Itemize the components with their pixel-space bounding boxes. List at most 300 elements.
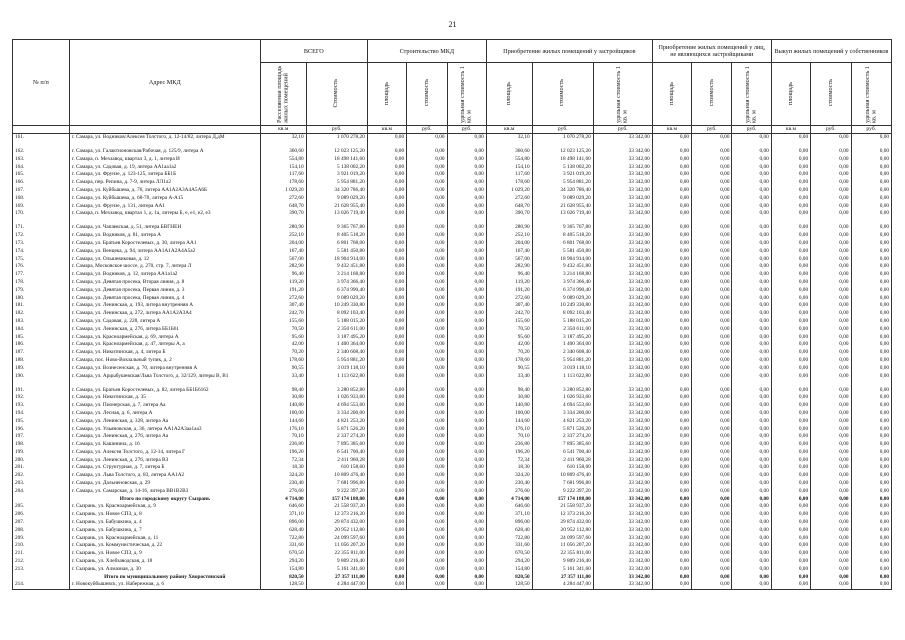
cell-value: 4 714,00	[486, 496, 532, 504]
cell-value: 0,00	[771, 496, 810, 504]
cell-value: 3 280 852,80	[532, 387, 593, 395]
row-address: г. Самара, ул. Галактионовская/Рабочая, д. 125/9, литера А	[69, 148, 260, 156]
row-address: г. Самара, ул. Льва Толстого, д. 83, литера АА1А2	[69, 472, 260, 480]
row-address: г. Самара, ул. Девятая просека, Вторая линия, д. 8	[69, 279, 260, 287]
row-index: 171.	[13, 224, 70, 232]
cell-value: 0,00	[732, 550, 771, 558]
cell-value: 0,00	[407, 426, 447, 434]
row-index: 177.	[13, 271, 70, 279]
cell-value: 0,00	[851, 232, 892, 240]
cell-value: 0,00	[407, 334, 447, 342]
cell-value: 820,50	[486, 574, 532, 582]
cell-value: 0,00	[811, 326, 851, 334]
cell-value: 0,00	[447, 394, 486, 402]
cell-value: 27 357 111,00	[532, 574, 593, 582]
row-index: 192.	[13, 394, 70, 402]
cell-value: 0,00	[692, 318, 732, 326]
cell-value: 0,00	[851, 488, 892, 496]
cell-value: 33 342,00	[593, 365, 652, 373]
cell-value: 0,00	[367, 310, 406, 318]
cell-value: 0,00	[367, 279, 406, 287]
row-address: г. Самара, ул. Кашинина, д. 16	[69, 441, 260, 449]
cell-value: 0,00	[447, 433, 486, 441]
cell-value: 0,00	[771, 357, 810, 365]
row-address: г. Самара, ул. Арцыбушевская/Льва Толстого, д. 32/129, литеры В, В1	[69, 373, 260, 387]
row-address: г. Сызрань, ул. Красноармейская, д. 9	[69, 503, 260, 511]
cell-value: 0,00	[811, 164, 851, 172]
cell-value: 0,00	[771, 179, 810, 187]
row-address: г. Самара, Московское шоссе, д. 270, стр. 7, литера Л	[69, 263, 260, 271]
cell-value: 0,00	[811, 402, 851, 410]
cell-value: 610 158,60	[306, 464, 367, 472]
table-row	[13, 542, 892, 550]
cell-value: 0,00	[407, 341, 447, 349]
cell-value: 6 801 768,00	[306, 240, 367, 248]
row-index: 176.	[13, 263, 70, 271]
cell-value: 33 342,00	[593, 418, 652, 426]
cell-value: 157 174 188,00	[306, 496, 367, 504]
group-construction-header: Строительство МКД	[367, 40, 486, 63]
cell-value: 0,00	[771, 387, 810, 395]
cell-value: 0,00	[851, 581, 892, 589]
cell-value: 0,00	[771, 464, 810, 472]
cell-value: 72,34	[486, 457, 532, 465]
cell-value: 0,00	[692, 334, 732, 342]
cell-value: 0,00	[732, 349, 771, 357]
cell-value: 0,00	[407, 318, 447, 326]
table-row	[13, 195, 892, 203]
cell-value: 0,00	[407, 464, 447, 472]
cell-value: 0,00	[447, 527, 486, 535]
cell-value: 0,00	[851, 334, 892, 342]
cell-value: 0,00	[447, 271, 486, 279]
cell-value: 0,00	[692, 418, 732, 426]
cell-value: 0,00	[732, 426, 771, 434]
cell-value: 0,00	[652, 519, 691, 527]
cell-value: 0,00	[732, 310, 771, 318]
cell-value: 0,00	[407, 248, 447, 256]
subtotal-row	[13, 496, 892, 504]
cell-value: 33 342,00	[593, 503, 652, 511]
cell-value: 5 871 526,20	[306, 426, 367, 434]
cell-value: 0,00	[732, 357, 771, 365]
row-index: 191.	[13, 387, 70, 395]
row-address: г. Самара, ул. Фрунзе, д. 123-125, литера ББ1Б	[69, 171, 260, 179]
cell-value: 0,00	[692, 164, 732, 172]
cell-value: 0,00	[447, 464, 486, 472]
cell-value: 0,00	[407, 457, 447, 465]
cell-value: 0,00	[407, 263, 447, 271]
row-address: г. Сызрань, ул. Хлебзаводская, д. 18	[69, 558, 260, 566]
cell-value: 0,00	[771, 224, 810, 232]
cell-value: 0,00	[367, 418, 406, 426]
cell-value: 331,60	[486, 542, 532, 550]
cell-value: 42,00	[260, 341, 306, 349]
table-row	[13, 394, 892, 402]
cell-value: 0,00	[811, 232, 851, 240]
cell-value: 0,00	[851, 240, 892, 248]
cell-value: 3 019 118,10	[532, 365, 593, 373]
cell-value: 0,00	[447, 295, 486, 303]
cell-value: 0,00	[771, 394, 810, 402]
cell-value: 9 089 029,20	[532, 295, 593, 303]
col-index-header: № п/п	[13, 40, 70, 126]
cell-value: 0,00	[732, 318, 771, 326]
cell-value: 0,00	[367, 156, 406, 164]
cell-value: 0,00	[652, 156, 691, 164]
row-address: г. Самара, ул. Чапаевская, д. 51, литера БВГНЕН	[69, 224, 260, 232]
cell-value: 0,00	[732, 148, 771, 156]
cell-value: 0,00	[811, 441, 851, 449]
cell-value: 0,00	[771, 271, 810, 279]
cell-value: 0,00	[811, 287, 851, 295]
row-index: 184.	[13, 326, 70, 334]
cell-value: 0,00	[652, 134, 691, 149]
table-body	[13, 134, 892, 590]
cell-value: 0,00	[811, 472, 851, 480]
cell-value: 0,00	[771, 334, 810, 342]
cell-value: 33 342,00	[593, 394, 652, 402]
cell-value: 0,00	[771, 318, 810, 326]
cell-value: 0,00	[652, 488, 691, 496]
cell-value: 0,00	[692, 357, 732, 365]
cell-value: 33 342,00	[593, 287, 652, 295]
cell-value: 0,00	[407, 287, 447, 295]
cell-value: 34 320 786,40	[306, 187, 367, 195]
cell-value: 4 714,00	[260, 496, 306, 504]
row-address: г. Самара, ул. Ленинская, д. 328, литера Аа	[69, 418, 260, 426]
cell-value: 0,00	[811, 334, 851, 342]
cell-value: 119,20	[260, 279, 306, 287]
cell-value: 13 026 719,40	[532, 210, 593, 224]
cell-value: 29 874 432,00	[532, 519, 593, 527]
cell-value: 0,00	[851, 187, 892, 195]
cell-value: 0,00	[851, 134, 892, 149]
cell-value: 0,00	[652, 496, 691, 504]
cell-value: 0,00	[851, 248, 892, 256]
cell-value: 0,00	[851, 203, 892, 211]
cell-value: 6 541 700,40	[306, 449, 367, 457]
cell-value: 0,00	[732, 433, 771, 441]
cell-value: 5 954 881,20	[306, 179, 367, 187]
cell-value: 0,00	[732, 418, 771, 426]
cell-value: 100,00	[486, 410, 532, 418]
cell-value: 0,00	[367, 287, 406, 295]
cell-value: 0,00	[447, 418, 486, 426]
row-index: 198.	[13, 441, 70, 449]
cell-value: 0,00	[367, 457, 406, 465]
cell-value: 0,00	[771, 511, 810, 519]
table-row	[13, 550, 892, 558]
cell-value: 0,00	[771, 402, 810, 410]
table-row	[13, 488, 892, 496]
cell-value: 0,00	[652, 171, 691, 179]
cell-value: 0,00	[447, 426, 486, 434]
cell-value: 0,00	[771, 550, 810, 558]
cell-value: 0,00	[851, 519, 892, 527]
cell-value: 0,00	[652, 164, 691, 172]
cell-value: 0,00	[732, 248, 771, 256]
row-index: 165.	[13, 171, 70, 179]
cell-value: 0,00	[447, 566, 486, 574]
table-row	[13, 402, 892, 410]
cell-value: 0,00	[811, 426, 851, 434]
cell-value: 154,10	[486, 164, 532, 172]
cell-value: 178,60	[260, 179, 306, 187]
cell-value: 33 342,00	[593, 433, 652, 441]
row-index: 205.	[13, 503, 70, 511]
cell-value: 0,00	[367, 480, 406, 488]
cell-value: 0,00	[771, 302, 810, 310]
cell-value: 33 342,00	[593, 373, 652, 387]
cell-value: 0,00	[811, 457, 851, 465]
sub-header: стоимость	[692, 63, 732, 126]
cell-value: 0,00	[447, 496, 486, 504]
cell-value: 0,00	[851, 341, 892, 349]
cell-value: 70,10	[260, 433, 306, 441]
cell-value: 0,00	[771, 558, 810, 566]
cell-value: 0,00	[447, 441, 486, 449]
cell-value: 7 895 385,60	[532, 441, 593, 449]
row-index: 201.	[13, 464, 70, 472]
row-index: 173.	[13, 240, 70, 248]
cell-value: 0,00	[811, 449, 851, 457]
cell-value: 0,00	[851, 195, 892, 203]
cell-value: 117,60	[260, 171, 306, 179]
cell-value: 0,00	[652, 349, 691, 357]
cell-value: 230,40	[486, 480, 532, 488]
cell-value: 0,00	[407, 326, 447, 334]
cell-value: 33 342,00	[593, 574, 652, 582]
cell-value: 0,00	[851, 566, 892, 574]
row-index: 183.	[13, 318, 70, 326]
cell-value: 0,00	[851, 179, 892, 187]
cell-value: 18,30	[486, 464, 532, 472]
row-index: 197.	[13, 433, 70, 441]
cell-value: 0,00	[732, 373, 771, 387]
table-row	[13, 179, 892, 187]
sub-header: площадь	[652, 63, 691, 126]
cell-value: 33 342,00	[593, 232, 652, 240]
cell-value: 6 374 990,40	[532, 287, 593, 295]
cell-value: 0,00	[771, 418, 810, 426]
cell-value: 0,00	[692, 441, 732, 449]
sub-header: удельная стоимость 1 кв. м	[447, 63, 486, 126]
cell-value: 276,60	[260, 488, 306, 496]
row-index	[13, 496, 70, 504]
row-index: 166.	[13, 179, 70, 187]
cell-value: 0,00	[447, 511, 486, 519]
cell-value: 7 895 385,60	[306, 441, 367, 449]
cell-value: 0,00	[732, 488, 771, 496]
row-address: г. Самара, ул. Ульяновская, д. 36, литера АА1А2А3аа1аа3	[69, 426, 260, 434]
cell-value: 90,55	[486, 365, 532, 373]
cell-value: 0,00	[447, 263, 486, 271]
cell-value: 33,40	[486, 373, 532, 387]
row-address: г. Самара, ул. Братьев Коростелевых, д. 82, литера ББ1Б6162	[69, 387, 260, 395]
cell-value: 0,00	[732, 535, 771, 543]
sub-header: удельная стоимость 1 кв. м	[851, 63, 892, 126]
cell-value: 33 342,00	[593, 581, 652, 589]
cell-value: 0,00	[771, 240, 810, 248]
cell-value: 0,00	[732, 449, 771, 457]
cell-value: 196,20	[486, 449, 532, 457]
cell-value: 324,20	[260, 472, 306, 480]
row-address: г. Сызрань, ул. Новое СПЗ, д. 9	[69, 550, 260, 558]
table-row	[13, 187, 892, 195]
cell-value: 0,00	[732, 271, 771, 279]
cell-value: 0,00	[367, 441, 406, 449]
cell-value: 648,70	[486, 203, 532, 211]
cell-value: 0,00	[367, 271, 406, 279]
cell-value: 0,00	[811, 365, 851, 373]
cell-value: 0,00	[447, 542, 486, 550]
table-row	[13, 433, 892, 441]
cell-value: 0,00	[851, 550, 892, 558]
row-address: г. Самара, ул. Вознесенская, д. 70, литера внутренняя А	[69, 365, 260, 373]
cell-value: 0,00	[811, 203, 851, 211]
cell-value: 0,00	[447, 232, 486, 240]
cell-value: 34 320 786,40	[532, 187, 593, 195]
cell-value: 0,00	[367, 535, 406, 543]
cell-value: 0,00	[811, 195, 851, 203]
cell-value: 0,00	[692, 263, 732, 271]
cell-value: 0,00	[692, 426, 732, 434]
row-address: г. Самара, ул. Ольшевиковая, д. 12	[69, 256, 260, 264]
cell-value: 0,00	[407, 433, 447, 441]
row-index: 181.	[13, 302, 70, 310]
cell-value: 0,00	[851, 449, 892, 457]
cell-value: 0,00	[692, 248, 732, 256]
cell-value: 0,00	[652, 248, 691, 256]
row-address: г. Самара, пос. Ново-Вокзальный тупик, д. 2	[69, 357, 260, 365]
cell-value: 0,00	[771, 156, 810, 164]
cell-value: 0,00	[367, 488, 406, 496]
cell-value: 0,00	[652, 256, 691, 264]
cell-value: 5 954 881,20	[532, 179, 593, 187]
cell-value: 0,00	[692, 527, 732, 535]
cell-value: 0,00	[811, 542, 851, 550]
cell-value: 42,00	[486, 341, 532, 349]
cell-value: 96,40	[260, 271, 306, 279]
cell-value: 0,00	[811, 480, 851, 488]
group-total-header: ВСЕГО	[260, 40, 367, 63]
cell-value: 155,60	[260, 318, 306, 326]
cell-value: 24 099 597,60	[306, 535, 367, 543]
cell-value: 0,00	[447, 365, 486, 373]
cell-value: 276,60	[486, 488, 532, 496]
cell-value: 9 222 397,20	[306, 488, 367, 496]
cell-value: 32,10	[486, 134, 532, 149]
cell-value: 3 334 200,00	[532, 410, 593, 418]
cell-value: 0,00	[652, 581, 691, 589]
cell-value: 24 099 597,60	[532, 535, 593, 543]
table-row	[13, 449, 892, 457]
cell-value: 390,70	[486, 210, 532, 224]
table-row	[13, 410, 892, 418]
cell-value: 0,00	[407, 441, 447, 449]
cell-value: 0,00	[447, 179, 486, 187]
cell-value: 0,00	[732, 179, 771, 187]
row-address: г. Сызрань, ул. Бабушкина, д. 4	[69, 519, 260, 527]
cell-value: 0,00	[771, 365, 810, 373]
row-index: 210.	[13, 542, 70, 550]
cell-value: 0,00	[407, 535, 447, 543]
cell-value: 7 681 996,80	[306, 480, 367, 488]
cell-value: 0,00	[692, 271, 732, 279]
row-address: г. Самара, ул. Никитинская, д. 35	[69, 394, 260, 402]
cell-value: 0,00	[811, 496, 851, 504]
cell-value: 18,30	[260, 464, 306, 472]
cell-value: 646,60	[486, 503, 532, 511]
cell-value: 0,00	[652, 287, 691, 295]
cell-value: 0,00	[367, 179, 406, 187]
cell-value: 0,00	[732, 232, 771, 240]
row-address: г. Самара, ул. Пионерская, д. 7, литера Аа	[69, 402, 260, 410]
cell-value: 0,00	[771, 349, 810, 357]
row-index: 188.	[13, 357, 70, 365]
cell-value: 0,00	[851, 394, 892, 402]
cell-value: 0,00	[851, 574, 892, 582]
cell-value: 0,00	[811, 511, 851, 519]
cell-value: 0,00	[407, 240, 447, 248]
cell-value: 0,00	[851, 433, 892, 441]
cell-value: 33 342,00	[593, 535, 652, 543]
cell-value: 8 092 103,40	[306, 310, 367, 318]
cell-value: 18 498 141,60	[306, 156, 367, 164]
cell-value: 0,00	[447, 480, 486, 488]
cell-value: 33 342,00	[593, 256, 652, 264]
cell-value: 0,00	[652, 187, 691, 195]
row-address: г. Самара, ул. Красноармейская, д. 47, литеры А, а	[69, 341, 260, 349]
cell-value: 0,00	[732, 156, 771, 164]
cell-value: 0,00	[732, 256, 771, 264]
cell-value: 0,00	[771, 581, 810, 589]
cell-value: 0,00	[447, 224, 486, 232]
table-row	[13, 134, 892, 149]
row-index: 186.	[13, 341, 70, 349]
cell-value: 5 954 881,20	[306, 357, 367, 365]
cell-value: 5 161 341,60	[306, 566, 367, 574]
cell-value: 0,00	[851, 295, 892, 303]
unit-cell: кв.м	[486, 126, 532, 134]
cell-value: 0,00	[692, 326, 732, 334]
cell-value: 0,00	[447, 310, 486, 318]
cell-value: 1 113 622,80	[306, 373, 367, 387]
cell-value: 0,00	[692, 210, 732, 224]
cell-value: 0,00	[851, 310, 892, 318]
cell-value: 178,60	[260, 357, 306, 365]
row-address: г. Сызрань, ул. Бабушкина, д. 7	[69, 527, 260, 535]
table-row	[13, 357, 892, 365]
cell-value: 0,00	[732, 402, 771, 410]
cell-value: 0,00	[652, 318, 691, 326]
cell-value: 0,00	[811, 210, 851, 224]
cell-value: 0,00	[771, 148, 810, 156]
cell-value: 33 342,00	[593, 134, 652, 149]
cell-value: 0,00	[367, 341, 406, 349]
cell-value: 628,40	[486, 527, 532, 535]
row-index: 190.	[13, 373, 70, 387]
cell-value: 33 342,00	[593, 511, 652, 519]
cell-value: 13 026 719,40	[306, 210, 367, 224]
row-index: 164.	[13, 164, 70, 172]
cell-value: 0,00	[692, 156, 732, 164]
cell-value: 0,00	[367, 224, 406, 232]
cell-value: 722,80	[486, 535, 532, 543]
unit-cell: кв.м	[367, 126, 406, 134]
cell-value: 0,00	[771, 310, 810, 318]
